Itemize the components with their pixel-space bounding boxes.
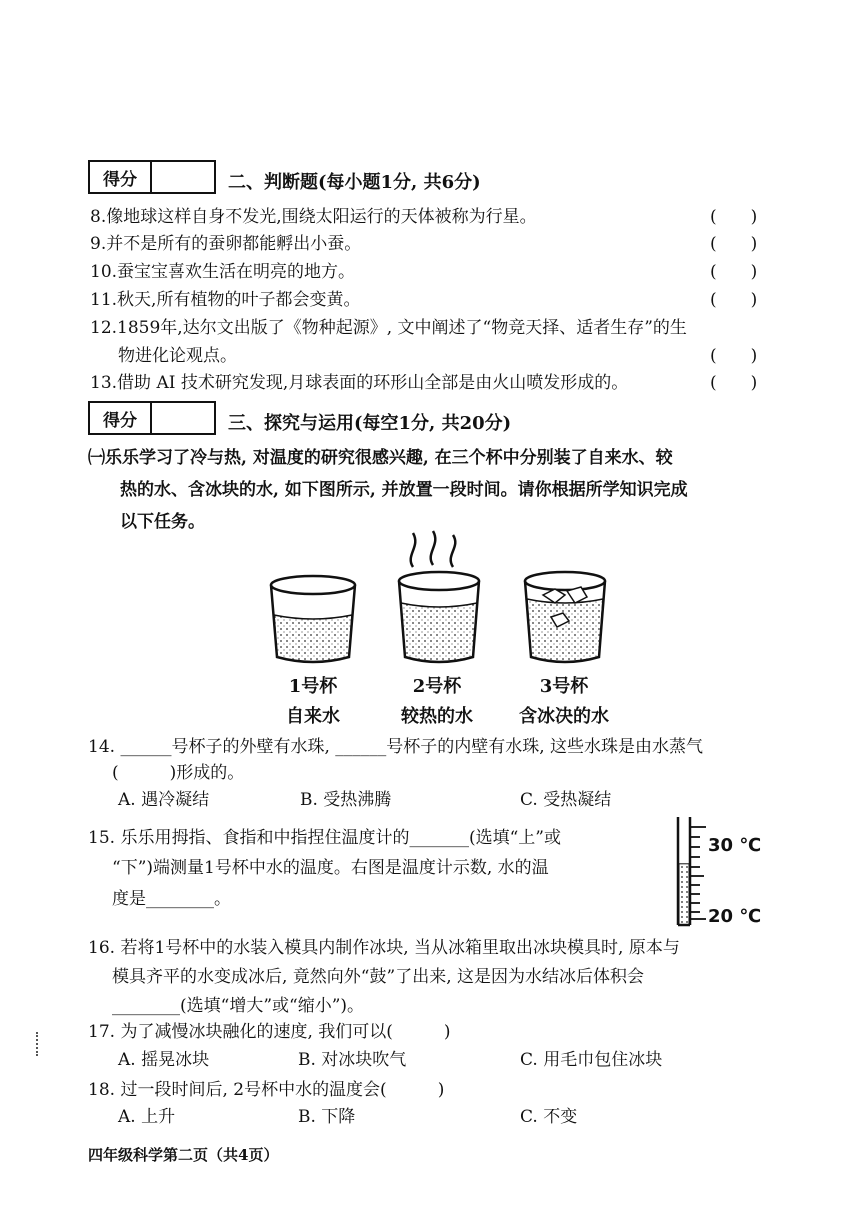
score-label: 得分 (90, 403, 152, 433)
question-8 (90, 207, 537, 227)
score-blank[interactable] (152, 162, 214, 192)
question-number: 9. (90, 234, 107, 254)
question-15-line2: “下”)端测量1号杯中水的温度。右图是温度计示数, 水的温 (112, 858, 549, 878)
q18-option-b[interactable]: B. 下降 (298, 1107, 356, 1127)
question-number: 8. (90, 207, 107, 227)
answer-paren-13[interactable]: ( ) (710, 373, 758, 393)
intro-line3: 以下任务。 (120, 512, 205, 532)
cup-2-icon (399, 531, 479, 662)
cup-3-content: 含冰决的水 (519, 706, 609, 727)
thermometer-figure (660, 815, 780, 927)
answer-paren-9[interactable]: ( ) (710, 234, 758, 254)
score-box-section3 (88, 401, 216, 435)
question-18: 18. 过一段时间后, 2号杯中水的温度会( ) (88, 1080, 445, 1100)
q17-option-b[interactable]: B. 对冰块吹气 (298, 1050, 407, 1070)
q14-option-c[interactable]: C. 受热凝结 (520, 790, 612, 810)
q14-option-a[interactable]: A. 遇冷凝结 (118, 790, 210, 810)
score-label: 得分 (90, 162, 152, 192)
question-9 (90, 234, 361, 254)
thermometer-top-label: 30 ℃ (708, 835, 762, 856)
q14-option-b[interactable]: B. 受热沸腾 (300, 790, 392, 810)
cup-1-label (243, 675, 383, 729)
question-text: 并不是所有的蚕卵都能孵出小蚕。 (106, 234, 362, 254)
margin-mark (36, 1032, 40, 1056)
cup-1-content: 自来水 (286, 706, 340, 727)
question-13 (90, 373, 628, 393)
section2-title: 二、判断题(每小题1分, 共6分) (228, 172, 481, 193)
question-16-line3: ________(选填“增大”或“缩小”)。 (112, 996, 365, 1016)
question-17: 17. 为了减慢冰块融化的速度, 我们可以( ) (88, 1022, 451, 1042)
question-text: 借助 AI 技术研究发现,月球表面的环形山全部是由火山喷发形成的。 (117, 373, 629, 393)
answer-paren-12[interactable]: ( ) (710, 346, 758, 366)
cup-2-content: 较热的水 (401, 706, 473, 727)
question-11 (90, 290, 360, 310)
q18-option-c[interactable]: C. 不变 (520, 1107, 578, 1127)
cup-2-label (367, 675, 507, 729)
intro-line2: 热的水、含冰块的水, 如下图所示, 并放置一段时间。请你根据所学知识完成 (120, 480, 688, 500)
question-15: 15. 乐乐用拇指、食指和中指捏住温度计的_______(选填“上”或 (88, 828, 561, 848)
question-10 (90, 262, 355, 282)
question-14: 14. ______号杯子的外壁有水珠, ______号杯子的内壁有水珠, 这些水珠是由水蒸气 (88, 737, 704, 757)
question-text: 1859年,达尔文出版了《物种起源》, 文中阐述了“物竞天择、适者生存”的生 (117, 318, 687, 338)
question-number: 13. (90, 373, 118, 393)
page-footer: 四年级科学第二页（共4页） (88, 1146, 279, 1164)
cup-2-name: 2号杯 (412, 676, 462, 697)
question-14-line2: ( )形成的。 (112, 763, 245, 783)
thermometer-icon (660, 815, 710, 927)
question-text: 蚕宝宝喜欢生活在明亮的地方。 (117, 262, 356, 282)
question-15-line3: 度是________。 (112, 889, 231, 909)
question-16-line2: 模具齐平的水变成冰后, 竟然向外“鼓”了出来, 这是因为水结冰后体积会 (112, 967, 644, 987)
cup-1-name: 1号杯 (288, 676, 338, 697)
question-number: 11. (90, 290, 118, 310)
cup-1-icon (271, 576, 355, 662)
q18-option-a[interactable]: A. 上升 (118, 1107, 176, 1127)
question-12-line2: 物进化论观点。 (118, 346, 237, 366)
question-number: 12. (90, 318, 118, 338)
question-16: 16. 若将1号杯中的水装入模具内制作冰块, 当从冰箱里取出冰块模具时, 原本与 (88, 938, 680, 958)
question-number: 10. (90, 262, 118, 282)
question-text: 像地球这样自身不发光,围绕太阳运行的天体被称为行星。 (106, 207, 537, 227)
thermometer-bottom-label: 20 ℃ (708, 906, 762, 927)
intro-line1: ㈠乐乐学习了冷与热, 对温度的研究很感兴趣, 在三个杯中分别装了自来水、较 (88, 448, 673, 468)
answer-paren-10[interactable]: ( ) (710, 262, 758, 282)
score-blank[interactable] (152, 403, 214, 433)
cup-3-icon (525, 572, 605, 662)
question-12 (90, 318, 687, 338)
section3-title: 三、探究与运用(每空1分, 共20分) (228, 413, 512, 434)
question-text: 秋天,所有植物的叶子都会变黄。 (117, 290, 361, 310)
q17-option-c[interactable]: C. 用毛巾包住冰块 (520, 1050, 663, 1070)
q17-option-a[interactable]: A. 摇晃冰块 (118, 1050, 210, 1070)
cup-3-label (494, 675, 634, 729)
answer-paren-8[interactable]: ( ) (710, 207, 758, 227)
score-box-section2 (88, 160, 216, 194)
answer-paren-11[interactable]: ( ) (710, 290, 758, 310)
cup-3-name: 3号杯 (539, 676, 589, 697)
cups-illustration (255, 525, 615, 675)
